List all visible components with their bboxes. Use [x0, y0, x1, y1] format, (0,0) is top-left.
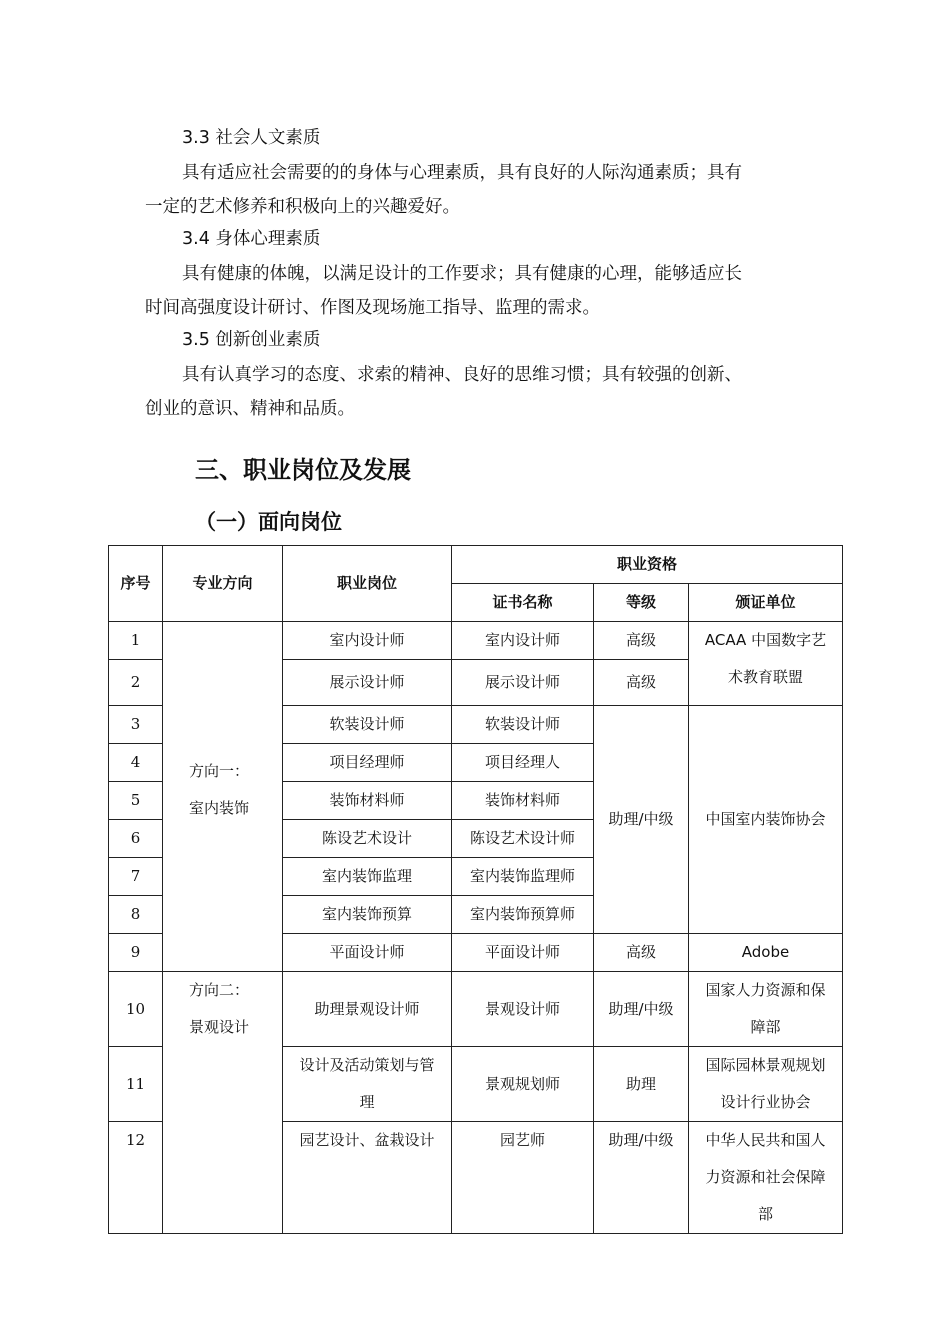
row-num: 2 [109, 660, 163, 706]
row-num: 9 [109, 934, 163, 972]
position-line1: 设计及活动策划与管 [299, 1056, 435, 1074]
row-num: 5 [109, 782, 163, 820]
section-3-4-text-line1: 具有健康的体魄，以满足设计的工作要求；具有健康的心理，能够适应长 [182, 264, 742, 284]
row-issuer: Adobe [689, 934, 843, 972]
row-issuer [689, 972, 843, 1047]
row-cert: 平面设计师 [452, 934, 594, 972]
row-position: 项目经理师 [283, 744, 452, 782]
issuer-line2: 力资源和社会保障 [705, 1168, 826, 1186]
section-3-3-text-line2: 一定的艺术修养和积极向上的兴趣爱好。 [145, 197, 460, 217]
row-position: 平面设计师 [283, 934, 452, 972]
row-cert: 园艺师 [452, 1122, 594, 1234]
row-level: 助理/中级 [594, 972, 689, 1047]
row-cert: 景观设计师 [452, 972, 594, 1047]
header-num: 序号 [109, 546, 163, 622]
direction-1-line1: 方向一： [189, 762, 250, 780]
issuer-line2: 障部 [750, 1018, 781, 1036]
row-cert: 项目经理人 [452, 744, 594, 782]
row-cert: 室内装饰监理师 [452, 858, 594, 896]
row-level: 高级 [594, 660, 689, 706]
row-position: 展示设计师 [283, 660, 452, 706]
row-position: 陈设艺术设计 [283, 820, 452, 858]
row-cert: 室内装饰预算师 [452, 896, 594, 934]
row-level: 助理 [594, 1047, 689, 1122]
row-position [283, 1047, 452, 1122]
header-issuer: 颁证单位 [689, 584, 843, 622]
section-3-4-text-line2: 时间高强度设计研讨、作图及现场施工指导、监理的需求。 [145, 298, 600, 318]
section-3-5-title: 3.5 创新创业素质 [182, 330, 321, 350]
row-position: 装饰材料师 [283, 782, 452, 820]
row-num: 6 [109, 820, 163, 858]
row-cert: 软装设计师 [452, 706, 594, 744]
direction-2-line2: 景观设计 [189, 1018, 250, 1036]
direction-2-cell [163, 972, 283, 1234]
row-position: 室内装饰预算 [283, 896, 452, 934]
section-heading: （一）面向岗位 [195, 510, 342, 534]
row-cert: 陈设艺术设计师 [452, 820, 594, 858]
row-num: 7 [109, 858, 163, 896]
row-position: 园艺设计、盆栽设计 [283, 1122, 452, 1234]
position-line2: 理 [359, 1093, 375, 1111]
direction-1-cell [163, 622, 283, 972]
header-cert: 证书名称 [452, 584, 594, 622]
section-3-3-text-line1: 具有适应社会需要的的身体与心理素质，具有良好的人际沟通素质；具有 [182, 163, 742, 183]
chapter-heading: 三、职业岗位及发展 [195, 456, 411, 484]
row-position: 室内设计师 [283, 622, 452, 660]
row-num: 11 [109, 1047, 163, 1122]
header-qualification: 职业资格 [452, 546, 843, 584]
row-cert: 展示设计师 [452, 660, 594, 706]
section-3-5-text-line1: 具有认真学习的态度、求索的精神、良好的思维习惯；具有较强的创新、 [182, 365, 742, 385]
section-3-5-text-line2: 创业的意识、精神和品质。 [145, 399, 355, 419]
row-level: 助理/中级 [594, 1122, 689, 1234]
issuer-acaa-line1: ACAA 中国数字艺 [704, 631, 827, 649]
header-direction: 专业方向 [163, 546, 283, 622]
row-num: 3 [109, 706, 163, 744]
row-cert: 室内设计师 [452, 622, 594, 660]
row-position: 助理景观设计师 [283, 972, 452, 1047]
row-level: 高级 [594, 622, 689, 660]
row-issuer [689, 1047, 843, 1122]
header-position: 职业岗位 [283, 546, 452, 622]
issuer-merged-cell: 中国室内装饰协会 [689, 706, 843, 934]
header-level: 等级 [594, 584, 689, 622]
row-cert: 装饰材料师 [452, 782, 594, 820]
row-num: 1 [109, 622, 163, 660]
row-position: 软装设计师 [283, 706, 452, 744]
direction-2-line1: 方向二： [189, 981, 250, 999]
issuer-line1: 中华人民共和国人 [705, 1131, 826, 1149]
row-num: 4 [109, 744, 163, 782]
issuer-line1: 国家人力资源和保 [705, 981, 826, 999]
level-merged-cell: 助理/中级 [594, 706, 689, 934]
row-num: 10 [109, 972, 163, 1047]
row-level: 高级 [594, 934, 689, 972]
table-row [109, 622, 843, 660]
direction-1-line2: 室内装饰 [189, 799, 250, 817]
issuer-line3: 部 [758, 1205, 774, 1223]
issuer-line1: 国际园林景观规划 [705, 1056, 826, 1074]
issuer-line2: 设计行业协会 [720, 1093, 811, 1111]
row-position: 室内装饰监理 [283, 858, 452, 896]
row-num: 12 [109, 1122, 163, 1234]
row-num: 8 [109, 896, 163, 934]
row-issuer [689, 1122, 843, 1234]
row-cert: 景观规划师 [452, 1047, 594, 1122]
issuer-acaa-line2: 术教育联盟 [728, 668, 804, 686]
positions-table [108, 545, 843, 1234]
issuer-acaa-cell [689, 622, 843, 706]
table-header-row-1 [109, 546, 843, 584]
table-row [109, 972, 843, 1047]
section-3-3-title: 3.3 社会人文素质 [182, 128, 321, 148]
section-3-4-title: 3.4 身体心理素质 [182, 229, 321, 249]
